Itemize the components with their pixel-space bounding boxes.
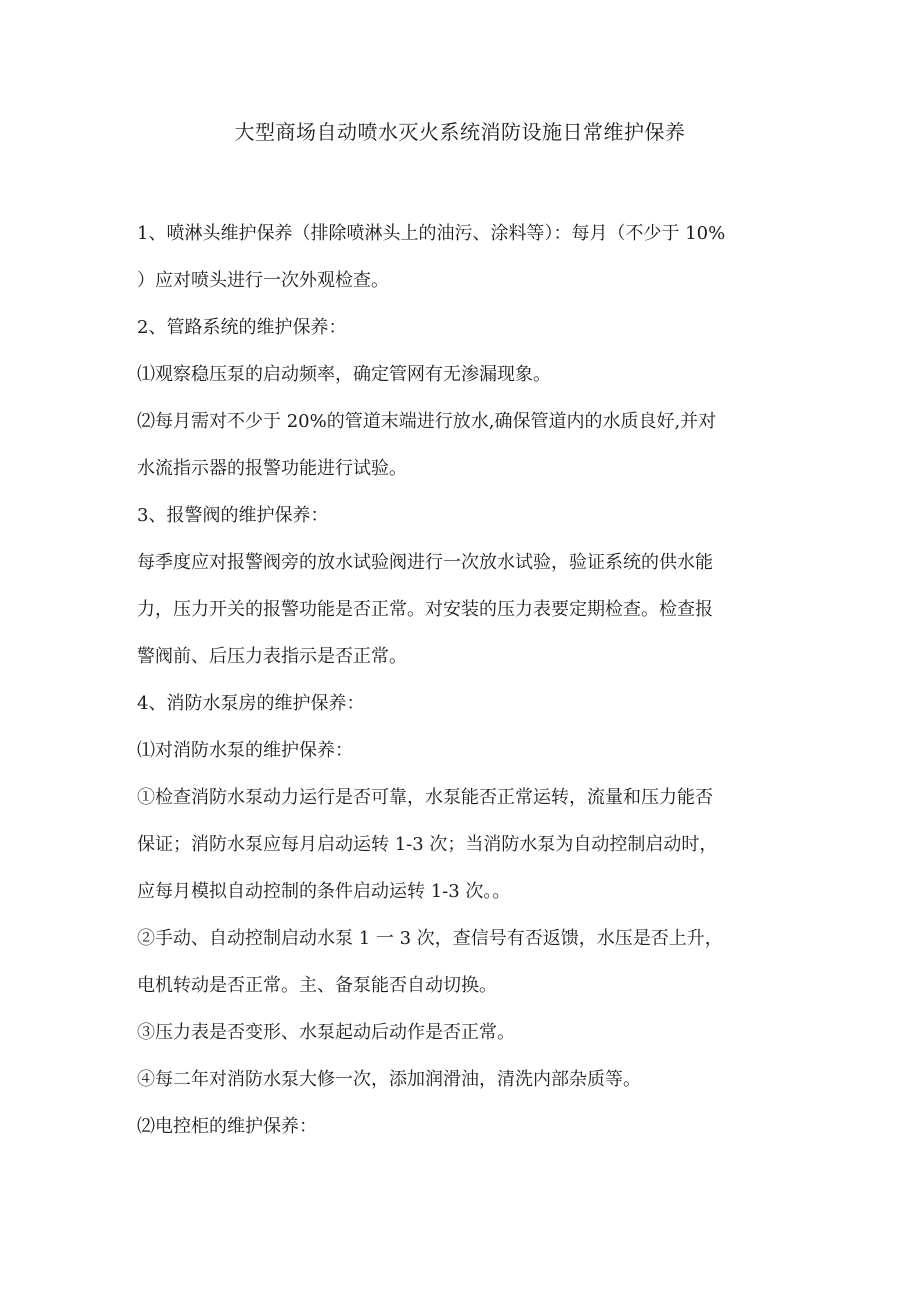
alarm-valve-text-line-3: 警阀前、后压力表指示是否正常。 — [137, 646, 407, 667]
pipe-system-subitem-1: ⑴观察稳压泵的启动频率，确定管网有无渗漏现象。 — [137, 364, 551, 385]
fire-pump-item-2-line-2: 电机转动是否正常。主、备泵能否自动切换。 — [137, 975, 497, 996]
document-body — [137, 210, 785, 1150]
fire-pump-item-1-line-3: 应每月模拟自动控制的条件启动运转 1-3 次。。 — [137, 881, 511, 902]
pump-room-heading: 4、消防水泵房的维护保养： — [137, 693, 365, 714]
pipe-system-subitem-2-line-2: 水流指示器的报警功能进行试验。 — [137, 458, 407, 479]
fire-pump-item-3: ③压力表是否变形、水泵起动后动作是否正常。 — [137, 1022, 515, 1043]
fire-pump-item-1-line-1: ①检查消防水泵动力运行是否可靠，水泵能否正常运转，流量和压力能否 — [137, 787, 713, 808]
pipe-system-subitem-2-line-1: ⑵每月需对不少于 20%的管道末端进行放水,确保管道内的水质良好,并对 — [137, 411, 717, 432]
alarm-valve-text-line-1: 每季度应对报警阀旁的放水试验阀进行一次放水试验，验证系统的供水能 — [137, 552, 713, 573]
fire-pump-item-1-line-2: 保证；消防水泵应每月启动运转 1-3 次；当消防水泵为自动控制启动时， — [137, 834, 718, 855]
fire-pump-subheading: ⑴对消防水泵的维护保养： — [137, 740, 353, 761]
fire-pump-item-4: ④每二年对消防水泵大修一次，添加润滑油，清洗内部杂质等。 — [137, 1069, 641, 1090]
alarm-valve-text-line-2: 力，压力开关的报警功能是否正常。对安装的压力表要定期检查。检查报 — [137, 599, 713, 620]
sprinkler-head-item-line-1: 1、喷淋头维护保养（排除喷淋头上的油污、涂料等）：每月（不少于 10% — [137, 223, 726, 244]
alarm-valve-heading: 3、报警阀的维护保养： — [137, 505, 329, 526]
pipe-system-heading: 2、管路系统的维护保养： — [137, 317, 347, 338]
fire-pump-item-2-line-1: ②手动、自动控制启动水泵 1 一 3 次，查信号有否返馈，水压是否上升， — [137, 928, 723, 949]
control-cabinet-subheading: ⑵电控柜的维护保养： — [137, 1116, 317, 1137]
sprinkler-head-item-line-2: ）应对喷头进行一次外观检查。 — [137, 270, 389, 291]
document-title: 大型商场自动喷水灭火系统消防设施日常维护保养 — [234, 120, 686, 144]
